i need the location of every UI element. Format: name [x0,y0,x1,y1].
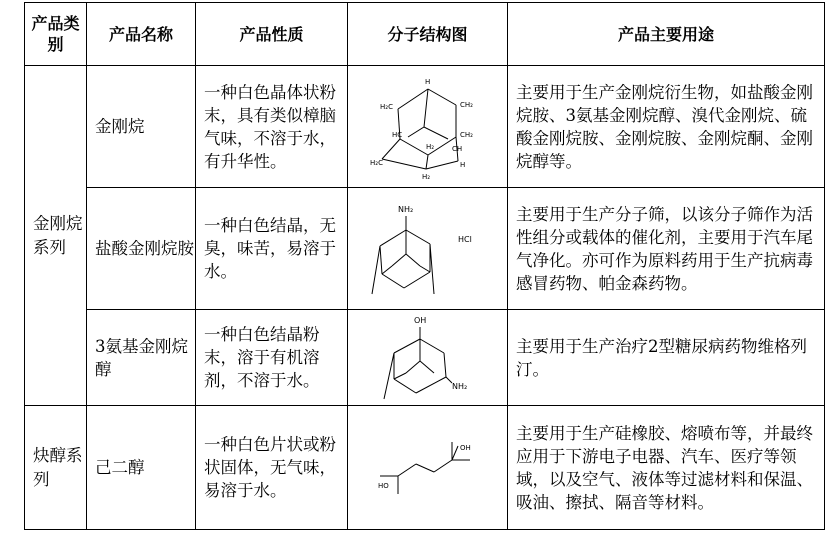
atom-label: CH [451,144,462,153]
table-row [25,406,825,530]
header-category: 产品类别 [25,3,87,66]
header-property: 产品性质 [196,3,348,66]
structure-cell [348,406,508,530]
atom-label: CH₂ [459,100,473,109]
table-row [25,66,825,188]
product-usage: 主要用于生产硅橡胶、熔喷布等，并最终应用于下游电子电器、汽车、医疗等领域，以及空气、液体等过滤材料和保温、吸油、擦拭、隔音等材料。 [508,406,825,530]
product-usage: 主要用于生产金刚烷衍生物，如盐酸金刚烷胺、3氨基金刚烷醇、溴代金刚烷、硫酸金刚烷胺、金刚烷胺、金刚烷酮、金刚烷醇等。 [508,66,825,188]
header-structure: 分子结构图 [348,3,508,66]
amantadine-hcl-structure-image [358,194,498,304]
atom-label: H₂ [421,172,430,181]
category-cell: 炔醇系列 [25,406,87,530]
product-property: 一种白色结晶粉末，溶于有机溶剂，不溶于水。 [196,310,348,406]
table-row [25,310,825,406]
product-usage: 主要用于生产治疗2型糖尿病药物维格列汀。 [508,310,825,406]
product-property: 一种白色片状或粉状固体，无气味，易溶于水。 [196,406,348,530]
product-property: 一种白色结晶，无臭，味苦，易溶于水。 [196,188,348,310]
atom-label: OH [413,315,426,325]
structure-cell [348,188,508,310]
category-cell: 金刚烷系列 [25,66,87,406]
atom-label: CH₂ [459,130,473,139]
atom-label: H₂C [379,102,393,111]
atom-label: H [459,160,465,169]
atom-label: NH₂ [397,204,413,214]
atom-label: H₂C [369,158,383,167]
atom-label: H₂ [425,142,434,151]
header-name: 产品名称 [87,3,196,66]
product-name: 3氨基金刚烷醇 [87,310,196,406]
aminoadamantanol-structure-image [368,311,488,405]
product-usage: 主要用于生产分子筛，以该分子筛作为活性组分或载体的催化剂，主要用于汽车尾气净化。亦可作为原料药用于生产抗病毒感冒药物、帕金森药物。 [508,188,825,310]
product-name: 金刚烷 [87,66,196,188]
structure-cell [348,66,508,188]
structure-cell [348,310,508,406]
header-usage: 产品主要用途 [508,3,825,66]
atom-label: HO [377,481,389,490]
product-table [24,2,825,530]
table-row [25,188,825,310]
header-row [25,3,825,66]
product-name: 己二醇 [87,406,196,530]
atom-label: OH [459,443,471,452]
salt-label: HCl [457,234,472,244]
product-property: 一种白色晶体状粉末，具有类似樟脑气味，不溶于水，有升华性。 [196,66,348,188]
product-name: 盐酸金刚烷胺 [87,188,196,310]
atom-label: HC [391,130,402,139]
hexanediol-structure-image [368,428,488,508]
atom-label: H [424,77,430,86]
atom-label: NH₂ [451,381,467,391]
adamantane-structure-image [368,71,488,183]
